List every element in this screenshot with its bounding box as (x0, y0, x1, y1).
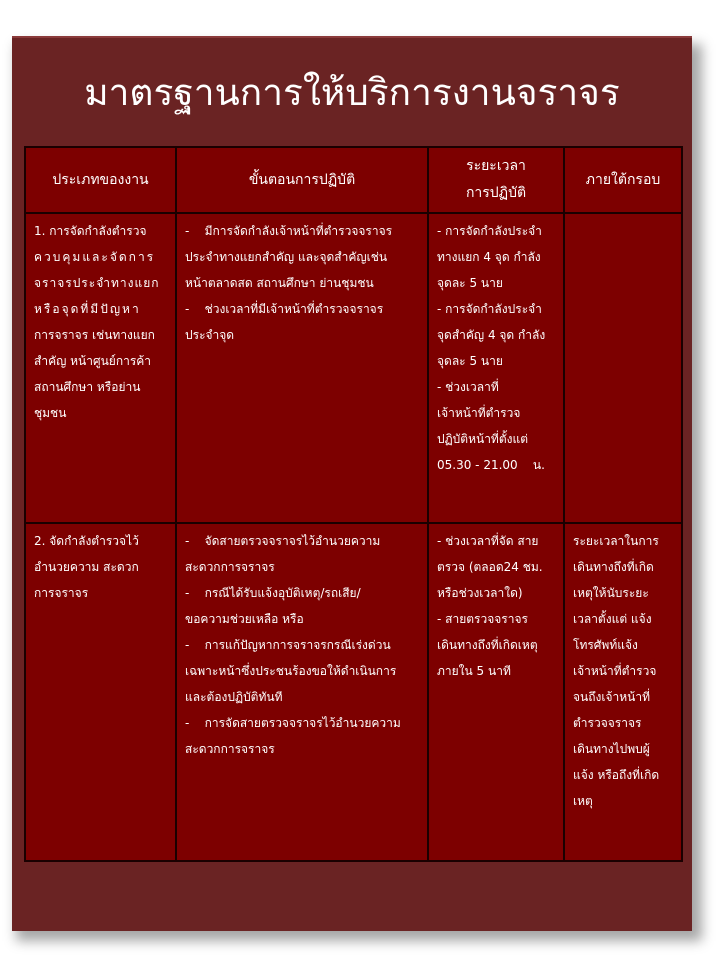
text-line: เวลาตั้งแต่ แจ้ง (573, 612, 652, 626)
header-framework: ภายใต้กรอบ (564, 147, 682, 213)
text-line: - การจัดกำลังประจำ (437, 224, 542, 238)
text-line: สำคัญ หน้าศูนย์การค้า (34, 354, 152, 368)
cell-duration (428, 213, 564, 523)
text-line: - การจัดสายตรวจจราจรไว้อำนวยความ (185, 716, 401, 730)
table-row (25, 213, 682, 523)
header-duration: ระยะเวลา การปฏิบัติ (428, 147, 564, 213)
header-procedure: ขั้นตอนการปฏิบัติ (176, 147, 428, 213)
text-line: - มีการจัดกำลังเจ้าหน้าที่ตำรวจจราจร (185, 224, 393, 238)
text-line: ขอความช่วยเหลือ หรือ (185, 612, 304, 626)
cell-duration (428, 523, 564, 861)
text-line: - สายตรวจจราจร (437, 612, 528, 626)
text-line: สถานศึกษา หรือย่าน (34, 380, 141, 394)
page-title: มาตรฐานการให้บริการงานจราจร (84, 71, 620, 114)
cell-work-type (25, 523, 176, 861)
text-line: - จัดสายตรวจจราจรไว้อำนวยความ (185, 534, 381, 548)
text-line: - กรณีได้รับแจ้งอุบัติเหตุ/รถเสีย/ (185, 586, 361, 600)
text-line: 2. จัดกำลังตำรวจไว้ (34, 534, 139, 548)
text-line: เดินทางถึงที่เกิด (573, 560, 654, 574)
text-line: - ช่วงเวลาที่จัด สาย (437, 534, 539, 548)
text-line: ควบคุมและจัดการ (34, 250, 156, 264)
text-line: เฉพาะหน้าซึ่งประชนร้องขอให้ดำเนินการ (185, 664, 397, 678)
text-line: ประจำจุด (185, 328, 235, 342)
cell-framework (564, 213, 682, 523)
text-line: จุดสำคัญ 4 จุด กำลัง (437, 328, 546, 342)
text-line: การจราจร เช่นทางแยก (34, 328, 155, 342)
text-line: สะดวกการจราจร (185, 742, 275, 756)
text-line: ตำรวจจราจร (573, 716, 642, 730)
cell-framework (564, 523, 682, 861)
cell-work-type (25, 213, 176, 523)
text-line: อำนวยความ สะดวก (34, 560, 139, 574)
cell-procedure (176, 523, 428, 861)
service-standard-table (24, 146, 683, 862)
text-line: สะดวกการจราจร (185, 560, 275, 574)
text-line: จุดละ 5 นาย (437, 354, 503, 368)
text-line: ทางแยก 4 จุด กำลัง (437, 250, 541, 264)
text-line: และต้องปฏิบัติทันที (185, 690, 283, 704)
text-line: จนถึงเจ้าหน้าที่ (573, 690, 650, 704)
text-line: เจ้าหน้าที่ตำรวจ (573, 664, 657, 678)
text-line: ระยะเวลาในการ (573, 534, 659, 548)
text-line: เดินทางไปพบผู้ (573, 742, 650, 756)
text-line: - การแก้ปัญหาการจราจรกรณีเร่งด่วน (185, 638, 391, 652)
text-line: หรือช่วงเวลาใด) (437, 586, 523, 600)
text-line: ปฏิบัติหน้าที่ตั้งแต่ (437, 432, 529, 446)
text-line: - การจัดกำลังประจำ (437, 302, 542, 316)
text-line: เจ้าหน้าที่ตำรวจ (437, 406, 521, 420)
cell-procedure (176, 213, 428, 523)
slide-card (12, 36, 692, 931)
text-line: - ช่วงเวลาที่มีเจ้าหน้าที่ตำรวจจราจร (185, 302, 384, 316)
text-line: เดินทางถึงที่เกิดเหตุ (437, 638, 538, 652)
table-header-row (25, 147, 682, 213)
text-line: 05.30 - 21.00 น. (437, 458, 545, 472)
text-line: ประจำทางแยกสำคัญ และจุดสำคัญเช่น (185, 250, 388, 264)
text-line: โทรศัพท์แจ้ง (573, 638, 638, 652)
text-line: ภายใน 5 นาที (437, 664, 511, 678)
text-line: การจราจร (34, 586, 89, 600)
header-work-type: ประเภทของงาน (25, 147, 176, 213)
text-line: ตรวจ (ตลอด24 ชม. (437, 560, 543, 574)
text-line: จุดละ 5 นาย (437, 276, 503, 290)
table-row (25, 523, 682, 861)
text-line: เหตุให้นับระยะ (573, 586, 649, 600)
text-line: 1. การจัดกำลังตำรวจ (34, 224, 147, 238)
text-line: ชุมชน (34, 406, 67, 420)
text-line: - ช่วงเวลาที่ (437, 380, 499, 394)
text-line: หน้าตลาดสด สถานศึกษา ย่านชุมชน (185, 276, 374, 290)
text-line: จราจรประจำทางแยก (34, 276, 160, 290)
text-line: เหตุ (573, 794, 593, 808)
text-line: หรือจุดที่มีปัญหา (34, 302, 141, 316)
text-line: แจ้ง หรือถึงที่เกิด (573, 768, 660, 782)
